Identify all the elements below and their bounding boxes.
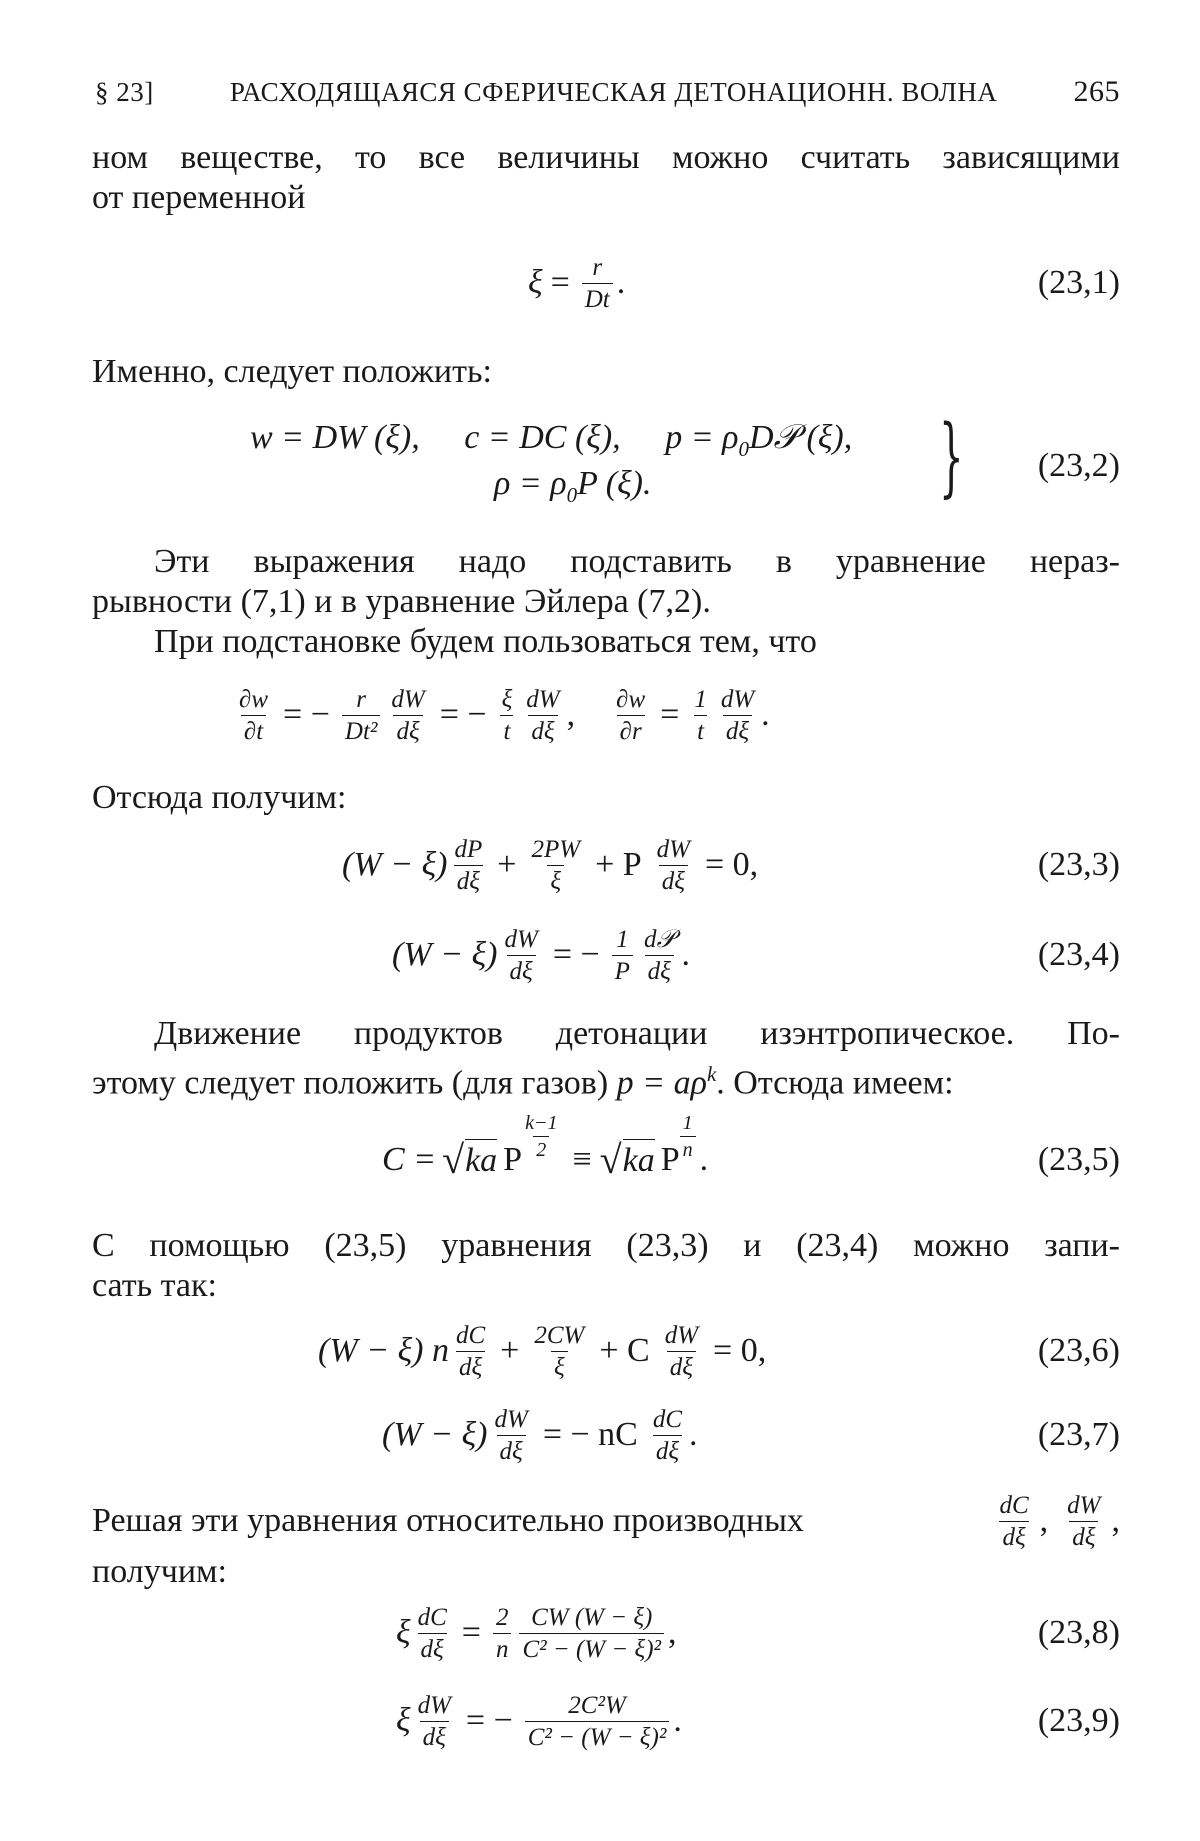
denominator: dξ bbox=[1069, 1521, 1098, 1550]
header-title: РАСХОДЯЩАЯСЯ СФЕРИЧЕСКАЯ ДЕТОНАЦИОНН. ВОЛНА bbox=[229, 77, 998, 107]
numerator: dC bbox=[652, 1405, 683, 1433]
eq-term: p = ρ bbox=[665, 419, 739, 456]
numerator: dW bbox=[664, 1321, 699, 1349]
denominator: dξ bbox=[507, 955, 536, 984]
numerator: CW (W − ξ) bbox=[531, 1603, 653, 1631]
numerator: 2 bbox=[495, 1603, 509, 1631]
eq-operator: = bbox=[660, 696, 680, 733]
fraction bbox=[523, 687, 562, 744]
denominator: dξ bbox=[659, 865, 688, 894]
denominator: dξ bbox=[420, 1721, 449, 1750]
equation-23-6 bbox=[0, 1306, 1200, 1396]
paragraph-3 bbox=[92, 542, 1120, 622]
paragraph-1 bbox=[92, 138, 1120, 218]
eq-term: ξ bbox=[396, 1614, 411, 1651]
eq-punct: , bbox=[1039, 1502, 1049, 1539]
numerator: ∂w bbox=[239, 685, 269, 713]
equation-23-8 bbox=[0, 1588, 1200, 1678]
eq-row bbox=[250, 418, 852, 464]
fraction bbox=[342, 687, 381, 744]
denominator: dξ bbox=[723, 715, 752, 744]
eq-operator: = 0, bbox=[713, 1332, 767, 1369]
numerator: 2PW bbox=[531, 835, 581, 863]
line-text: этому следует положить (для газов) bbox=[92, 1064, 609, 1102]
numerator: r bbox=[592, 253, 603, 281]
equation-number: (23,3) bbox=[1037, 846, 1120, 883]
inline-formula: p = aρ bbox=[616, 1064, 707, 1102]
paragraph-line: При подстановке будем пользоваться тем, что bbox=[154, 623, 817, 660]
equation-number: (23,9) bbox=[1037, 1702, 1120, 1739]
eq-operator: = − bbox=[439, 696, 487, 733]
paragraph-line: Движение продуктов детонации изэнтропическое. По- bbox=[154, 1015, 1120, 1052]
eq-term: ξ bbox=[396, 1702, 411, 1739]
denominator: t bbox=[694, 715, 707, 744]
paragraph-8 bbox=[92, 1490, 1120, 1592]
numerator: r bbox=[356, 685, 366, 713]
exponent-fraction bbox=[680, 1113, 696, 1160]
denominator: ∂t bbox=[241, 715, 266, 744]
paragraph-line bbox=[92, 1054, 1120, 1103]
denominator: dξ bbox=[528, 715, 557, 744]
paragraph-line: получим: bbox=[92, 1553, 227, 1590]
paragraph-4 bbox=[92, 622, 1120, 662]
numerator: d𝒫 bbox=[643, 925, 675, 953]
subscript: 0 bbox=[566, 483, 578, 507]
paragraph-line: от переменной bbox=[92, 179, 306, 216]
fraction bbox=[415, 1605, 450, 1662]
equation-number: (23,2) bbox=[1037, 447, 1120, 484]
equation-number: (23,4) bbox=[1037, 936, 1120, 973]
denominator: dξ bbox=[393, 715, 422, 744]
fraction bbox=[525, 1693, 670, 1750]
denominator: dξ bbox=[667, 1351, 696, 1380]
equation-derivatives bbox=[0, 670, 1200, 760]
paragraph-5 bbox=[92, 778, 1120, 818]
eq-term: (W − ξ) bbox=[342, 846, 448, 883]
fraction bbox=[641, 927, 678, 984]
numerator: dW bbox=[494, 1405, 528, 1433]
paragraph-6 bbox=[92, 1014, 1120, 1103]
eq-term: c = DC (ξ), bbox=[464, 419, 621, 456]
fraction bbox=[388, 687, 427, 744]
eq-operator: + P bbox=[595, 846, 642, 883]
eq-term: P bbox=[503, 1141, 523, 1178]
fraction bbox=[996, 1493, 1031, 1550]
numerator: dW bbox=[526, 685, 560, 713]
denominator: dξ bbox=[653, 1435, 682, 1464]
eq-term: ρ = ρ bbox=[494, 465, 567, 502]
subscript: 0 bbox=[738, 437, 749, 461]
exponent-fraction bbox=[522, 1113, 560, 1160]
equation-23-1 bbox=[0, 238, 1200, 328]
fraction bbox=[654, 837, 693, 894]
numerator: dW bbox=[391, 685, 425, 713]
eq-operator: + bbox=[500, 1332, 520, 1369]
eq-punct: , bbox=[566, 696, 576, 733]
equation-23-4 bbox=[0, 910, 1200, 1000]
eq-term: (W − ξ) n bbox=[318, 1332, 449, 1369]
fraction bbox=[415, 1693, 454, 1750]
equation-23-7 bbox=[0, 1390, 1200, 1480]
eq-operator: = 0, bbox=[704, 846, 759, 883]
fraction bbox=[453, 1323, 488, 1380]
line-text: . Отсюда имеем: bbox=[716, 1064, 954, 1102]
sqrt-icon: √ bbox=[599, 1137, 622, 1182]
eq-term: ξ bbox=[528, 264, 543, 301]
eq-punct: . bbox=[699, 1141, 709, 1178]
paragraph-line: Именно, следует положить: bbox=[92, 353, 492, 390]
fraction bbox=[493, 1605, 512, 1662]
numerator: dW bbox=[1067, 1491, 1101, 1519]
eq-term: (W − ξ) bbox=[392, 936, 498, 973]
radicand: ka bbox=[623, 1139, 655, 1181]
eq-operator: = − bbox=[552, 936, 600, 973]
eq-punct: . bbox=[681, 936, 690, 973]
denominator: dξ bbox=[454, 865, 483, 894]
denominator: dξ bbox=[497, 1435, 526, 1464]
denominator: dξ bbox=[645, 955, 674, 984]
eq-term: P (ξ). bbox=[577, 465, 652, 502]
denominator: C² − (W − ξ)² bbox=[525, 1721, 670, 1750]
paragraph-line bbox=[92, 1490, 1120, 1552]
fraction bbox=[501, 927, 540, 984]
denominator: ξ bbox=[551, 1351, 568, 1380]
numerator: 1 bbox=[682, 1111, 693, 1134]
fraction bbox=[718, 687, 757, 744]
equation-number: (23,8) bbox=[1037, 1614, 1120, 1651]
equation-number: (23,6) bbox=[1037, 1332, 1120, 1369]
equation-23-5 bbox=[0, 1110, 1200, 1210]
numerator: dP bbox=[454, 835, 483, 863]
eq-punct: . bbox=[616, 264, 626, 301]
numerator: 2C²W bbox=[568, 1691, 626, 1719]
denominator: C² − (W − ξ)² bbox=[519, 1633, 664, 1662]
equation-number: (23,7) bbox=[1037, 1416, 1120, 1453]
eq-punct: , bbox=[668, 1614, 677, 1651]
radicand: ka bbox=[465, 1139, 497, 1181]
fraction bbox=[531, 1323, 587, 1380]
numerator: 1 bbox=[694, 685, 707, 713]
eq-term: P bbox=[660, 1141, 680, 1178]
eq-punct: . bbox=[673, 1702, 682, 1739]
denominator: dξ bbox=[418, 1633, 447, 1662]
eq-operator: ≡ bbox=[572, 1141, 592, 1178]
eq-operator: = bbox=[461, 1614, 481, 1651]
numerator: ∂w bbox=[616, 685, 646, 713]
section-mark: § 23] bbox=[95, 77, 154, 107]
curly-brace: } bbox=[939, 407, 964, 507]
equation-23-3 bbox=[0, 820, 1200, 910]
equation-number: (23,5) bbox=[1037, 1141, 1120, 1178]
superscript: k bbox=[706, 1062, 717, 1086]
equation-number: (23,1) bbox=[1037, 264, 1120, 301]
numerator: dW bbox=[504, 925, 538, 953]
numerator: ξ bbox=[501, 685, 513, 713]
eq-term: D𝒫 (ξ), bbox=[748, 419, 853, 456]
paragraph-line: Отсюда получим: bbox=[92, 779, 347, 816]
fraction bbox=[613, 687, 648, 744]
eq-operator: = bbox=[550, 264, 570, 301]
numerator: dW bbox=[417, 1691, 451, 1719]
sqrt-icon: √ bbox=[442, 1137, 465, 1182]
numerator: dC bbox=[455, 1321, 486, 1349]
denominator: n bbox=[493, 1633, 512, 1662]
eq-operator: + C bbox=[599, 1332, 650, 1369]
line-text: Решая эти уравнения относительно производных bbox=[92, 1502, 804, 1539]
fraction bbox=[662, 1323, 701, 1380]
numerator: dW bbox=[656, 835, 690, 863]
paragraph-7 bbox=[92, 1226, 1120, 1306]
numerator: k−1 bbox=[525, 1111, 558, 1134]
fraction bbox=[491, 1407, 530, 1464]
paragraph-2 bbox=[92, 352, 1120, 392]
eq-operator: = − bbox=[283, 696, 330, 733]
running-header bbox=[95, 72, 1120, 116]
paragraph-line: Эти выражения надо подставить в уравнение нераз- bbox=[154, 543, 1120, 580]
denominator: ξ bbox=[547, 865, 564, 894]
equation-23-9 bbox=[0, 1676, 1200, 1766]
denominator: Dt bbox=[582, 283, 613, 312]
numerator: 2CW bbox=[534, 1321, 585, 1349]
fraction bbox=[691, 687, 710, 744]
eq-term: C = bbox=[382, 1141, 437, 1178]
eq-punct: . bbox=[761, 696, 770, 733]
fraction bbox=[499, 687, 516, 744]
numerator: dC bbox=[417, 1603, 447, 1631]
eq-operator: + bbox=[497, 846, 517, 883]
fraction bbox=[1064, 1493, 1103, 1550]
eq-operator: = − bbox=[465, 1702, 513, 1739]
numerator: 1 bbox=[616, 925, 629, 953]
fraction bbox=[612, 927, 633, 984]
fraction bbox=[236, 687, 271, 744]
eq-operator: = − nC bbox=[542, 1416, 638, 1453]
paragraph-line: рывности (7,1) и в уравнение Эйлера (7,2). bbox=[92, 583, 711, 620]
paragraph-line: ном веществе, то все величины можно считать зависящими bbox=[92, 139, 1120, 176]
eq-term: (W − ξ) bbox=[382, 1416, 488, 1453]
numerator: dC bbox=[999, 1491, 1029, 1519]
denominator: t bbox=[500, 715, 513, 744]
denominator: Dt² bbox=[342, 715, 381, 744]
equation-23-2 bbox=[0, 407, 1200, 520]
page-number: 265 bbox=[1073, 75, 1120, 108]
fraction bbox=[451, 837, 485, 894]
fraction bbox=[519, 1605, 664, 1662]
paragraph-line: сать так: bbox=[92, 1267, 217, 1304]
denominator: 2 bbox=[533, 1136, 549, 1160]
eq-term: w = DW (ξ), bbox=[250, 419, 420, 456]
fraction bbox=[528, 837, 583, 894]
inline-fractions bbox=[992, 1493, 1120, 1550]
denominator: n bbox=[680, 1136, 696, 1160]
eq-punct: , bbox=[1111, 1502, 1120, 1539]
fraction bbox=[650, 1407, 685, 1464]
paragraph-line: С помощью (23,5) уравнения (23,3) и (23,4) можно запи- bbox=[92, 1227, 1120, 1264]
eq-punct: . bbox=[689, 1416, 698, 1453]
denominator: dξ bbox=[999, 1521, 1028, 1550]
denominator: ∂r bbox=[617, 715, 645, 744]
fraction bbox=[582, 255, 613, 312]
numerator: dW bbox=[720, 685, 755, 713]
denominator: P bbox=[612, 955, 633, 984]
eq-row bbox=[250, 464, 852, 510]
denominator: dξ bbox=[456, 1351, 485, 1380]
